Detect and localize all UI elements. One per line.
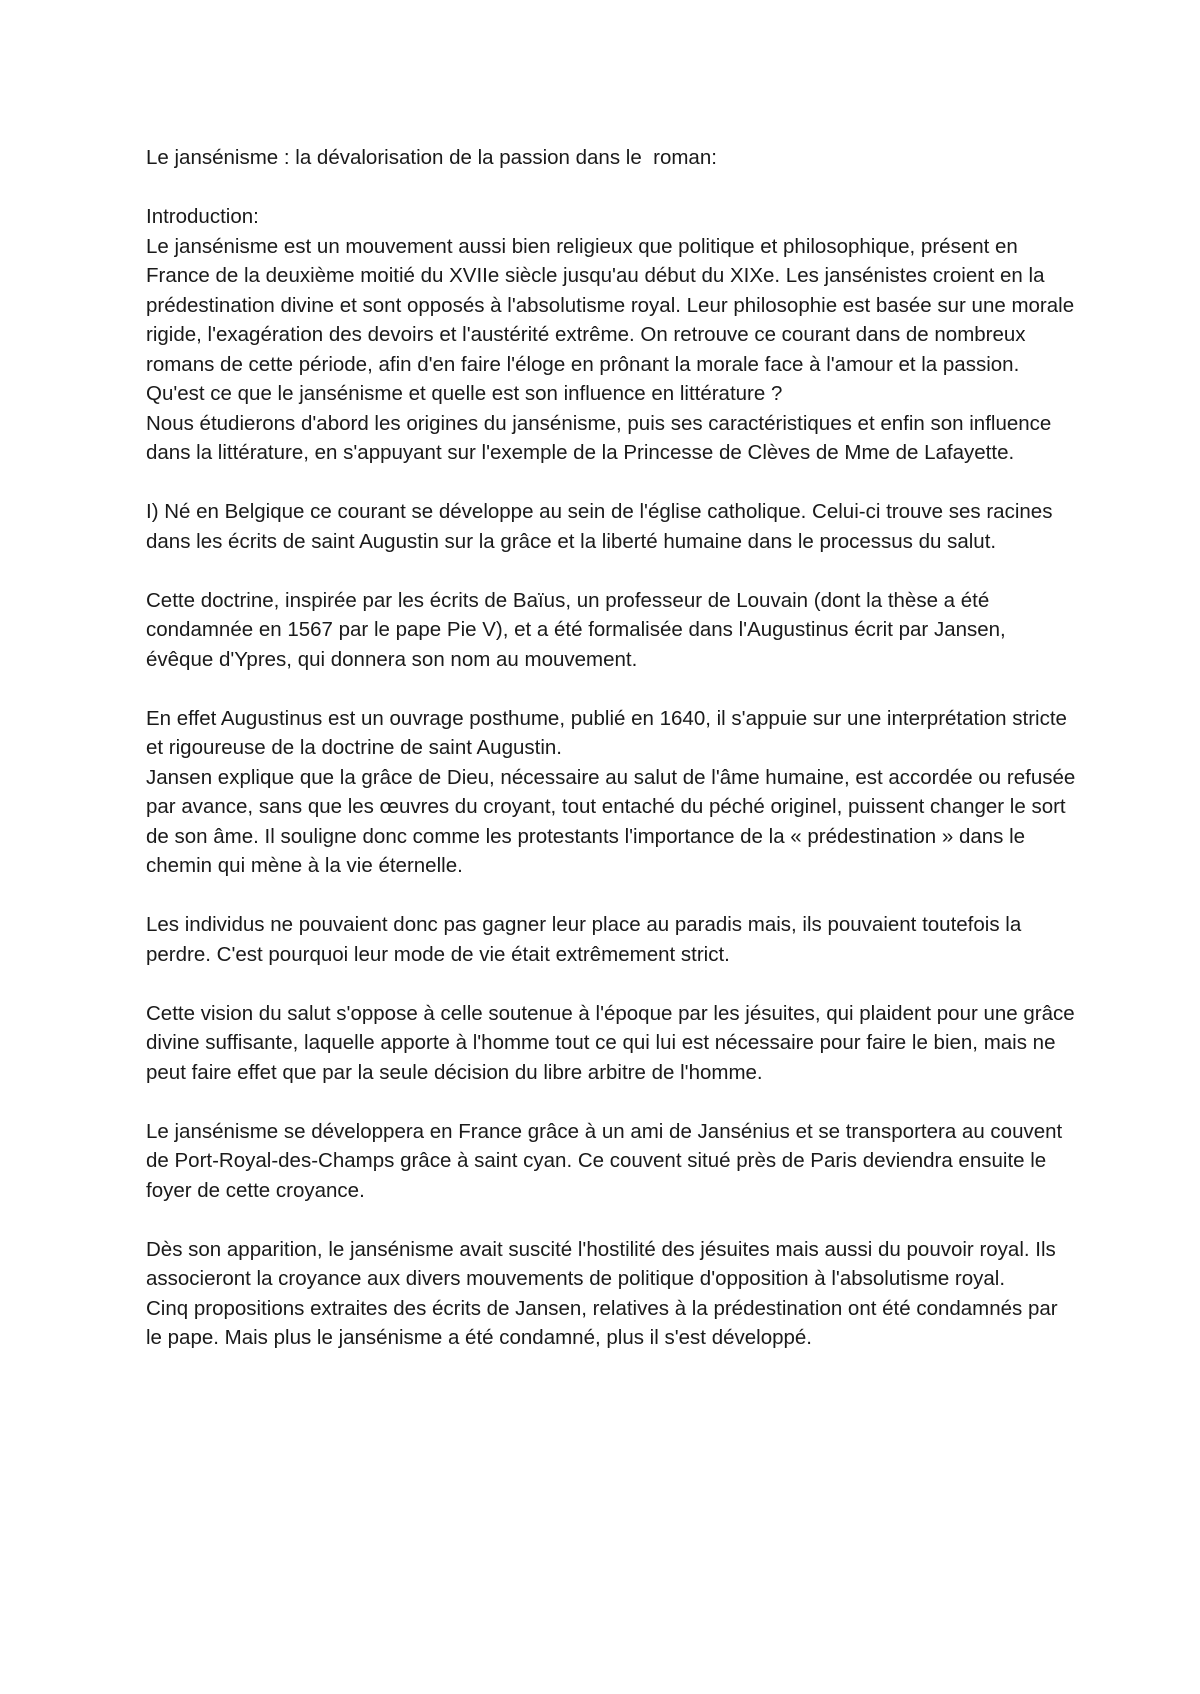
spacer — [146, 881, 1076, 911]
spacer — [146, 173, 1076, 203]
part1-paragraph-3: En effet Augustinus est un ouvrage posthume, publié en 1640, il s'appuie sur une interprétation stricte et rigoureuse de la doctrine de saint Augustin. — [146, 706, 1073, 759]
spacer — [146, 1087, 1076, 1117]
spacer — [146, 468, 1076, 498]
spacer — [146, 556, 1076, 586]
part1-paragraph-9: Cinq propositions extraites des écrits de Jansen, relatives à la prédestination ont été condamnés par le pape. Mais plus le jansénisme a été condamné, plus il s'est développé. — [146, 1296, 1064, 1349]
part1-paragraph-2: Cette doctrine, inspirée par les écrits de Baïus, un professeur de Louvain (dont la thèse a été condamnée en 1567 par le pape Pie V), et a été formalisée dans l'Augustinus écrit par Jansen, évêque d'Ypres, qui donnera son nom au mouvement. — [146, 588, 1012, 671]
document-body — [146, 143, 1081, 1353]
spacer — [146, 1205, 1076, 1235]
part1-paragraph-1: I) Né en Belgique ce courant se développe au sein de l'église catholique. Celui-ci trouve ses racines dans les écrits de saint Augustin sur la grâce et la liberté humaine dans le processus du salut. — [146, 500, 1059, 553]
intro-heading: Introduction: — [146, 205, 259, 228]
document-title: Le jansénisme : la dévalorisation de la passion dans le roman: — [146, 146, 717, 169]
part1-paragraph-8: Dès son apparition, le jansénisme avait suscité l'hostilité des jésuites mais aussi du pouvoir royal. Ils associeront la croyance aux divers mouvements de politique d'opposition à l'absolutisme royal. — [146, 1237, 1062, 1290]
spacer — [146, 674, 1076, 704]
part1-paragraph-7: Le jansénisme se développera en France grâce à un ami de Jansénius et se transportera au couvent de Port-Royal-des-Champs grâce à saint cyan. Ce couvent situé près de Paris deviendra ensuite le foyer de cette croyance. — [146, 1119, 1068, 1202]
intro-paragraph-2: Nous étudierons d'abord les origines du jansénisme, puis ses caractéristiques et enfin son influence dans la littérature, en s'appuyant sur l'exemple de la Princesse de Clèves de Mme de Lafayette. — [146, 411, 1057, 464]
part1-paragraph-6: Cette vision du salut s'oppose à celle soutenue à l'époque par les jésuites, qui plaident pour une grâce divine suffisante, laquelle apporte à l'homme tout ce qui lui est nécessaire pour faire le bien, mais ne peut faire effet que par la seule décision du libre arbitre de l'homme. — [146, 1001, 1081, 1084]
intro-paragraph-1: Le jansénisme est un mouvement aussi bien religieux que politique et philosophique, présent en France de la deuxième moitié du XVIIe siècle jusqu'au début du XIXe. Les jansénistes croient en la prédestination divine et sont opposés à l'absolutisme royal. Leur philosophie est basée sur une morale rigide, l'exagération des devoirs et l'austérité extrême. On retrouve ce courant dans de nombreux romans de cette période, afin d'en faire l'éloge en prônant la morale face à l'amour et la passion. Qu'est ce que le jansénisme et quelle est son influence en littérature ? — [146, 234, 1080, 405]
part1-paragraph-4: Jansen explique que la grâce de Dieu, nécessaire au salut de l'âme humaine, est accordée ou refusée par avance, sans que les œuvres du croyant, tout entaché du péché originel, puissent changer le sort de son âme. Il souligne donc comme les protestants l'importance de la « prédestination » dans le chemin qui mène à la vie éternelle. — [146, 765, 1081, 877]
spacer — [146, 969, 1076, 999]
part1-paragraph-5: Les individus ne pouvaient donc pas gagner leur place au paradis mais, ils pouvaient toutefois la perdre. C'est pourquoi leur mode de vie était extrêmement strict. — [146, 913, 1027, 966]
